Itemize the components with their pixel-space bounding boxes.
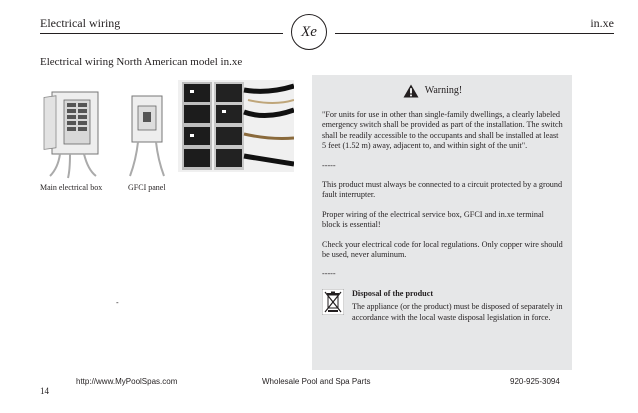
main-electrical-box-illustration <box>40 80 112 180</box>
header-brand: in.xe <box>590 16 614 30</box>
warning-triangle-icon <box>403 84 419 98</box>
warning-title: Warning! <box>424 84 463 96</box>
header-title: Electrical wiring <box>40 16 121 30</box>
gfci-panel-illustration <box>124 88 172 180</box>
logo-text: Xe <box>301 23 317 40</box>
warning-paragraph: Check your electrical code for local regulations. Only copper wire should be used, never aluminum. <box>322 239 563 260</box>
warning-separator: ----- <box>322 160 336 170</box>
stray-dash: - <box>116 298 119 307</box>
footer-company: Wholesale Pool and Spa Parts <box>262 377 371 386</box>
header-rule-right <box>335 33 614 34</box>
footer-phone: 920-925-3094 <box>510 377 560 386</box>
warning-box <box>312 75 572 370</box>
warning-header <box>302 84 563 98</box>
disposal-text: The appliance (or the product) must be disposed of separately in accordance with the local waste disposal legislation in force. <box>352 302 563 322</box>
footer-url[interactable]: http://www.MyPoolSpas.com <box>76 377 178 386</box>
warning-paragraph: "For units for use in other than single-family dwellings, a clearly labeled emergency switch shall be provided as part of the installation. The switch shall be readily accessible to the occupants and shall be installed at least 5 feet (1.52 m) away, adjacent to, and within sight of the unit". <box>322 110 563 151</box>
crossed-bin-icon <box>322 289 344 315</box>
brand-logo <box>291 14 327 50</box>
warning-separator: ----- <box>322 269 336 279</box>
page-number: 14 <box>40 386 49 396</box>
breaker-photo-graphic <box>178 80 294 172</box>
header-rule-left <box>40 33 283 34</box>
disposal-text-block <box>352 289 563 323</box>
warning-paragraph: This product must always be connected to a circuit protected by a ground fault interrupter. <box>322 180 563 200</box>
caption-gfci-panel: GFCI panel <box>128 183 166 192</box>
caption-main-electrical-box: Main electrical box <box>40 183 103 192</box>
disposal-section <box>322 289 563 323</box>
warning-paragraph: Proper wiring of the electrical service box, GFCI and in.xe terminal block is essential! <box>322 209 544 230</box>
section-title: Electrical wiring North American model in.xe <box>40 56 243 68</box>
disposal-title: Disposal of the product <box>352 288 434 298</box>
breaker-wiring-photo <box>178 80 294 172</box>
